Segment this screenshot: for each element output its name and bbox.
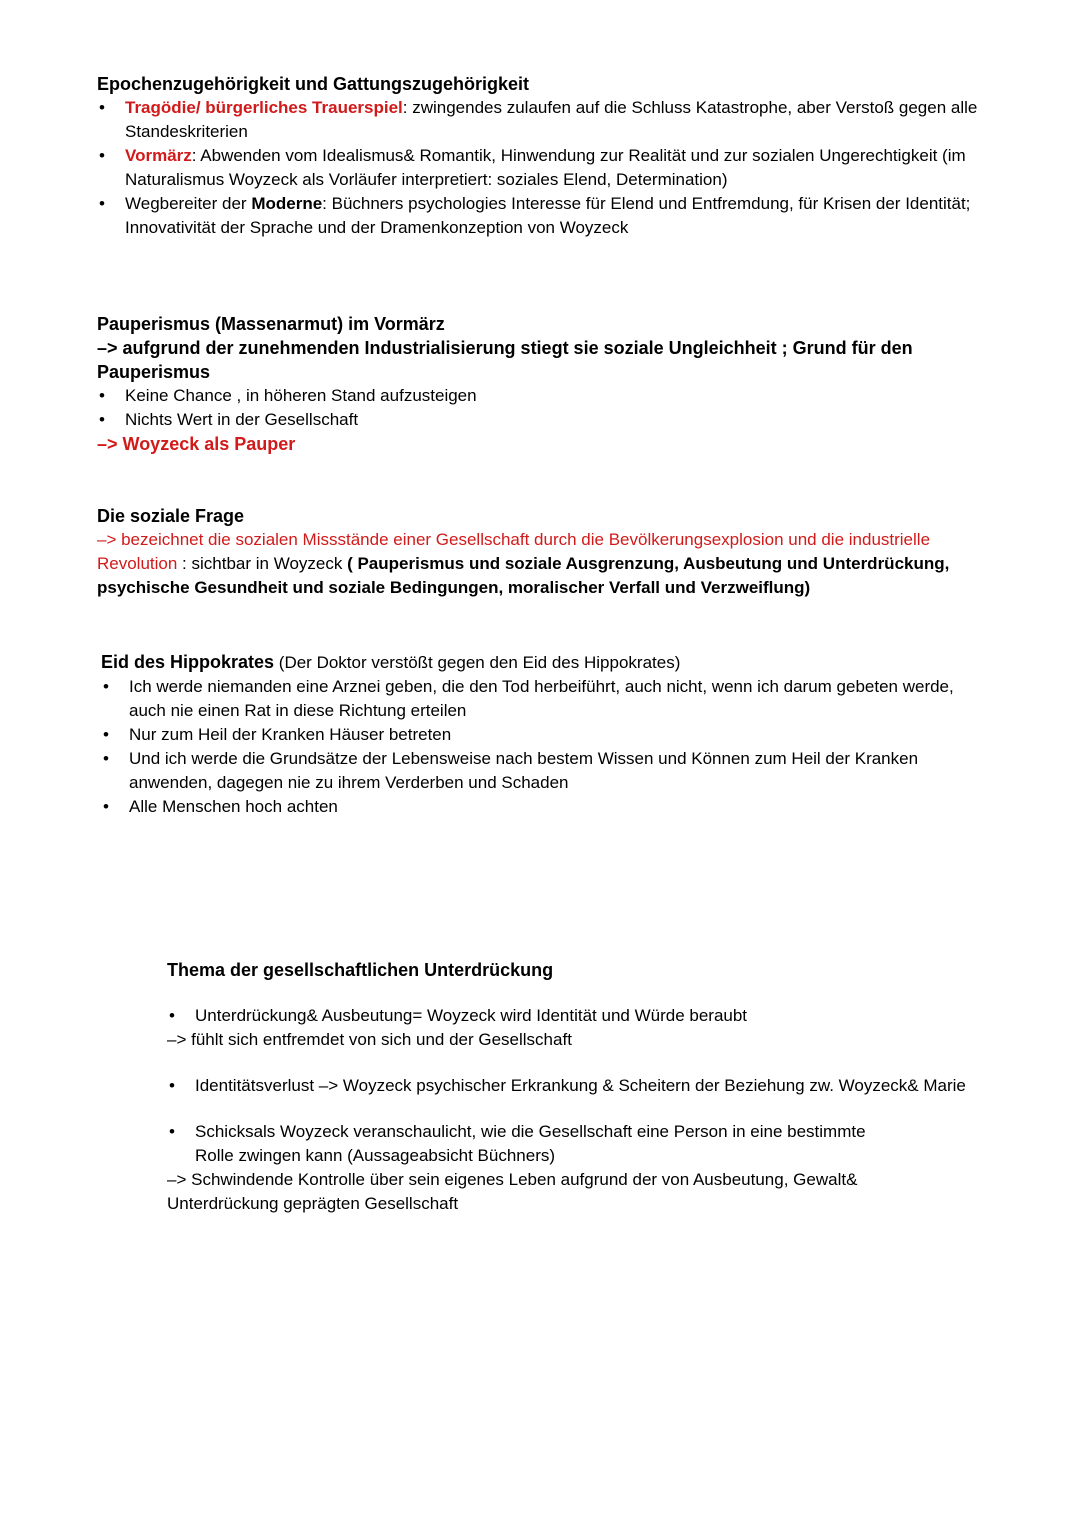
bullet-icon: • [103,725,109,744]
section-epochen [97,72,997,240]
bullet-icon: • [103,797,109,816]
section-heading: Eid des Hippokrates [101,652,275,672]
bullet-icon: • [99,410,105,429]
item-text: Ich werde niemanden eine Arznei geben, die den Tod herbeiführt, auch nicht, wenn ich darum gebeten werde, auch nie einen Rat in diese Richtung erteilen [129,677,954,720]
item-prefix: Wegbereiter der [125,194,252,213]
list-item [167,1120,887,1168]
bullet-icon: • [99,98,105,117]
list-item [97,96,997,144]
bullet-icon: • [99,386,105,405]
section-hippokrates [101,650,971,819]
item-text: Identitätsverlust –> Woyzeck psychischer Erkrankung & Scheitern der Beziehung zw. Woyzeck& Marie [195,1076,966,1095]
section-heading: Die soziale Frage [97,506,245,526]
bullet-icon: • [103,677,109,696]
bullet-icon: • [99,146,105,165]
bullet-list [167,1120,887,1168]
item-text: Unterdrückung& Ausbeutung= Woyzeck wird Identität und Würde beraubt [195,1006,748,1025]
term-vormaerz: Vormärz [125,146,192,165]
list-item [101,723,971,747]
list-item [101,747,971,795]
list-item [101,795,971,819]
list-item [97,144,997,192]
list-item [167,1074,967,1098]
item-text: Alle Menschen hoch achten [129,797,338,816]
item-text: Nur zum Heil der Kranken Häuser betreten [129,725,452,744]
follow-text: –> Schwindende Kontrolle über sein eigenes Leben aufgrund der von Ausbeutung, Gewalt& Unterdrückung geprägten Gesellschaft [167,1170,858,1213]
list-item [101,675,971,723]
list-item [167,1004,967,1028]
term-tragoedie: Tragödie/ bürgerliches Trauerspiel [125,98,403,117]
section-pauperismus [97,312,957,456]
bullet-icon: • [103,749,109,768]
section-heading: Thema der gesellschaftlichen Unterdrückung [167,960,554,980]
follow-text: –> fühlt sich entfremdet von sich und der Gesellschaft [167,1030,572,1049]
section-subheading: –> aufgrund der zunehmenden Industrialisierung stiegt sie soziale Ungleichheit ; Grund für den Pauperismus [97,338,913,382]
item-text: Keine Chance , in höheren Stand aufzusteigen [125,386,477,405]
section-heading-line [101,650,971,675]
section-paragraph [97,528,997,600]
section-unterdrueckung [167,958,967,1216]
bullet-list [97,384,957,432]
bullet-icon: • [169,1122,175,1141]
list-item [97,408,957,432]
conclusion-text: –> Woyzeck als Pauper [97,434,296,454]
item-text: : Büchners psychologies Interesse für Elend und Entfremdung, für Krisen der Identität; Innovativität der Sprache und der Dramenkonzeption von Woyzeck [125,194,971,237]
item-text: Schicksals Woyzeck veranschaulicht, wie die Gesellschaft eine Person in eine bestimmte Rolle zwingen kann (Aussageabsicht Büchners) [195,1122,866,1165]
bullet-list [101,675,971,819]
bullet-icon: • [169,1076,175,1095]
section-soziale-frage [97,504,997,600]
bullet-icon: • [169,1006,175,1025]
plain-text: : sichtbar in Woyzeck [177,554,348,573]
bullet-list [167,1074,967,1098]
bullet-list [97,96,997,240]
heading-note: (Der Doktor verstößt gegen den Eid des Hippokrates) [274,653,681,672]
aspects-text: ( Pauperismus und soziale Ausgrenzung, Ausbeutung und Unterdrückung, psychische Gesundheit und soziale Bedingungen, moralischer Verfall und Verzweiflung) [97,554,950,597]
bullet-list [167,1004,967,1028]
definition-text: –> bezeichnet die sozialen Missstände einer Gesellschaft durch die Bevölkerungsexplosion und die industrielle Revolution [97,530,931,573]
list-item [97,192,997,240]
bullet-icon: • [99,194,105,213]
item-text: : Abwenden vom Idealismus& Romantik, Hinwendung zur Realität und zur sozialen Ungerechtigkeit (im Naturalismus Woyzeck als Vorläufer interpretiert: soziales Elend, Determination) [125,146,966,189]
item-text: : zwingendes zulaufen auf die Schluss Katastrophe, aber Verstoß gegen alle Standeskriterien [125,98,978,141]
term-moderne: Moderne [251,194,323,213]
item-text: Und ich werde die Grundsätze der Lebensweise nach bestem Wissen und Können zum Heil der Kranken anwenden, dagegen nie zu ihrem Verderben und Schaden [129,749,919,792]
section-heading: Epochenzugehörigkeit und Gattungszugehörigkeit [97,74,530,94]
item-text: Nichts Wert in der Gesellschaft [125,410,359,429]
section-heading: Pauperismus (Massenarmut) im Vormärz [97,314,445,334]
list-item [97,384,957,408]
